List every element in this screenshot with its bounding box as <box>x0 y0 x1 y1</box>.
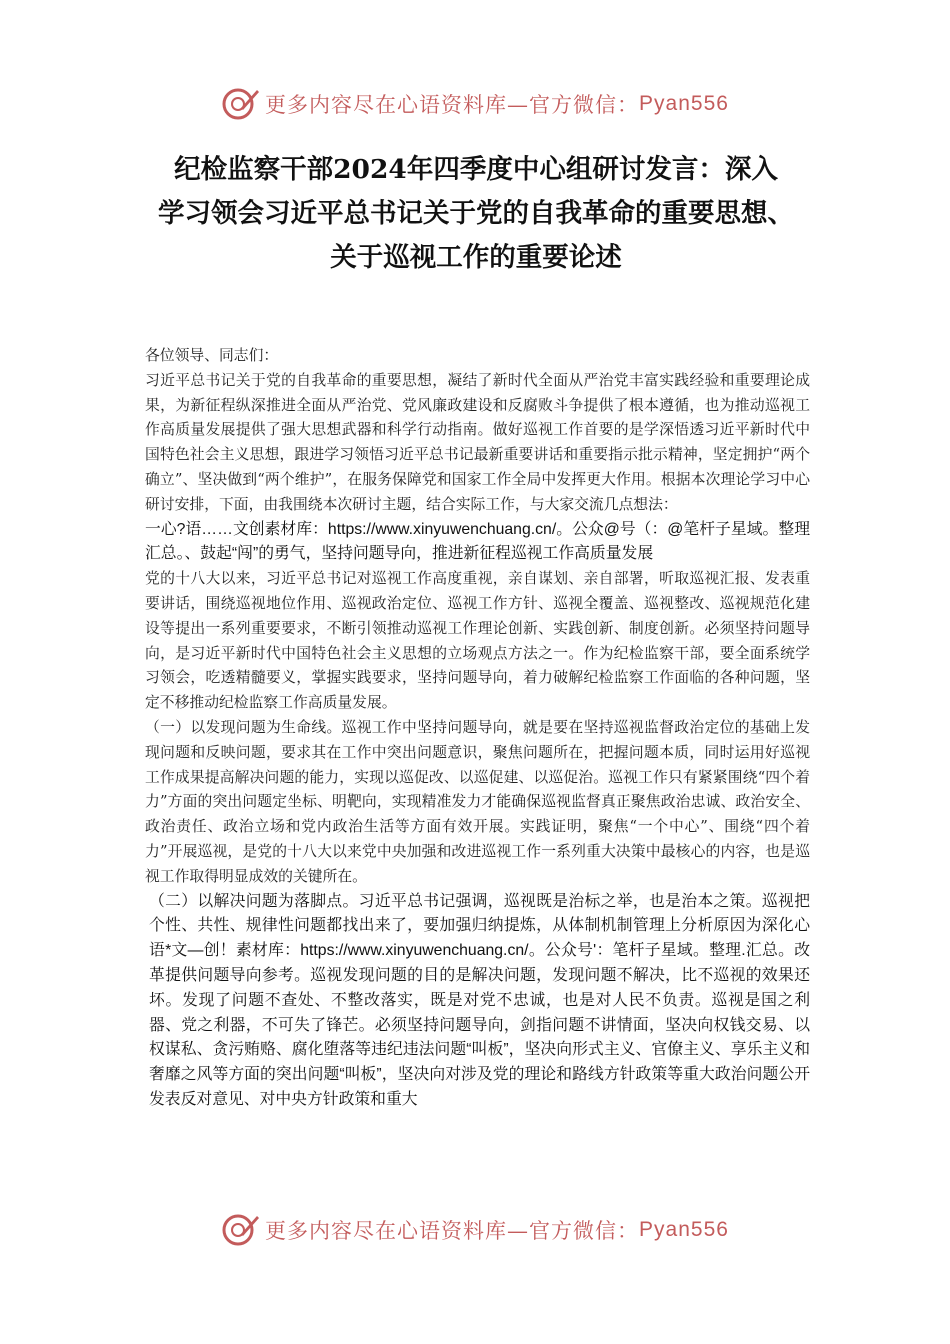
section1-heading: 一心?语……文创素材库：https://www.xinyuwenchuang.cn/。公众@号（：@笔杆子星域。整理汇总。、鼓起“闯”的勇气，坚持问题导向，推进新征程巡视工作高质量发展 <box>145 520 810 563</box>
banner-wechat-id: Pyan556 <box>639 1218 729 1241</box>
document-title <box>140 148 812 280</box>
title-line-2: 学习领会习近平总书记关于党的自我革命的重要思想、 <box>158 198 794 229</box>
intro-paragraph: 习近平总书记关于党的自我革命的重要思想，凝结了新时代全面从严治党丰富实践经验和重要理论成果，为新征程纵深推进全面从严治党、党风廉政建设和反腐败斗争提供了根本遵循，也为推动巡视工作高质量发展提供了强大思想武器和科学行动指南。做好巡视工作首要的是学深悟透习近平新时代中国特色社会主义思想，跟进学习领悟习近平总书记最新重要讲话和重要指示批示精神，坚定拥护“两个确立”、坚决做到“两个维护”，在服务保障党和国家工作全局中发挥更大作用。根据本次理论学习中心研讨安排，下面，由我围绕本次研讨主题，结合实际工作，与大家交流几点想法： <box>145 371 810 513</box>
title-line-3: 关于巡视工作的重要论述 <box>330 242 622 273</box>
section1-body: 党的十八大以来，习近平总书记对巡视工作高度重视，亲自谋划、亲自部署，听取巡视汇报、发表重要讲话，围绕巡视地位作用、巡视政治定位、巡视工作方针、巡视全覆盖、巡视整改、巡视规范化建设等提出一系列重要要求，不断引领推动巡视工作理论创新、实践创新、制度创新。必须坚持问题导向，是习近平新时代中国特色社会主义思想的立场观点方法之一。作为纪检监察干部，要全面系统学习领会，吃透精髓要义，掌握实践要求，坚持问题导向，着力破解纪检监察工作面临的各种问题，坚定不移推动纪检监察工作高质量发展。 <box>145 570 810 712</box>
footer-banner <box>0 1208 950 1252</box>
subsection2-paragraph: （二）以解决问题为落脚点。习近平总书记强调，巡视既是治标之举，也是治本之策。巡视把个性、共性、规律性问题都找出来了，要加强归纳提炼，从体制机制管理上分析原因为深化心语*文—创！素材库：https://www.xinyuwenchuang.cn/。公众号'：笔杆子星域。整理.汇总。改革提供问题导向参考。巡视发现问题的目的是解决问题，发现问题不解决，比不巡视的效果还坏。发现了问题不查处、不整改落实，既是对党不忠诚，也是对人民不负责。巡视是国之利器、党之利器，不可失了锋芒。必须坚持问题导向，剑指问题不讲情面，坚决向权钱交易、以权谋私、贪污贿赂、腐化堕落等违纪违法问题“叫板”，坚决向形式主义、官僚主义、享乐主义和奢靡之风等方面的突出问题“叫板”，坚决向对涉及党的理论和路线方针政策等重大政治问题公开发表反对意见、对中央方针政策和重大 <box>149 892 810 1108</box>
pen-logo-icon <box>221 84 261 124</box>
pen-logo-icon <box>221 1210 261 1250</box>
subsection1-paragraph: （一）以发现问题为生命线。巡视工作中坚持问题导向，就是要在坚持巡视监督政治定位的基础上发现问题和反映问题，要求其在工作中突出问题意识，聚焦问题所在，把握问题本质，同时运用好巡视工作成果提高解决问题的能力，实现以巡促改、以巡促建、以巡促治。巡视工作只有紧紧围绕“四个着力”方面的突出问题定坐标、明靶向，实现精准发力才能确保巡视监督真正聚焦政治忠诚、政治安全、政治责任、政治立场和党内政治生活等方面有效开展。实践证明，聚焦“一个中心”、围绕“四个着力”开展巡视，是党的十八大以来党中央加强和改进巡视工作一系列重大决策中最核心的内容，也是巡视工作取得明显成效的关键所在。 <box>145 718 810 885</box>
greeting: 各位领导、同志们： <box>145 347 279 364</box>
banner-text: 更多内容尽在心语资料库—官方微信： <box>265 1219 640 1243</box>
banner-text: 更多内容尽在心语资料库—官方微信： <box>265 93 640 117</box>
header-banner <box>0 82 950 126</box>
banner-wechat-id: Pyan556 <box>639 92 729 115</box>
document-body <box>145 344 810 1113</box>
title-line-1: 纪检监察干部2024年四季度中心组研讨发言：深入 <box>174 154 778 185</box>
